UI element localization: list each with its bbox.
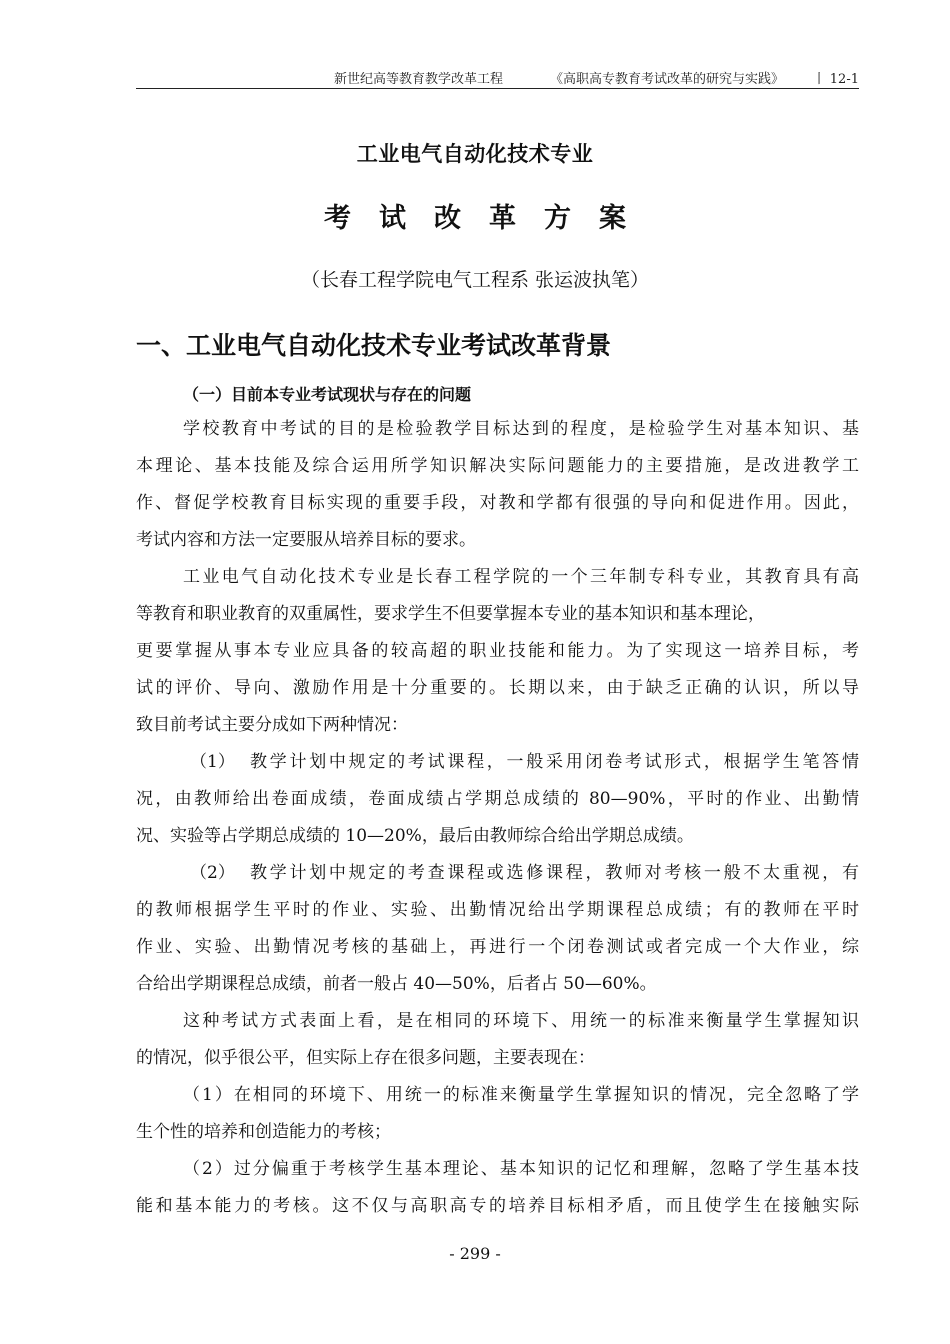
running-header xyxy=(136,66,859,89)
paragraph-line: 这种考试方式表面上看，是在相同的环境下、用统一的标准来衡量学生掌握知识 xyxy=(183,1011,859,1031)
document-title-main: 考试改革方案 xyxy=(324,203,654,234)
section-heading: 一、工业电气自动化技术专业考试改革背景 xyxy=(136,331,612,360)
paragraph-line: （2）过分偏重于考核学生基本理论、基本知识的记忆和理解，忽略了学生基本技 xyxy=(183,1159,859,1179)
paragraph-line: 等教育和职业教育的双重属性，要求学生不但要掌握本专业的基本知识和基本理论， xyxy=(136,604,765,624)
header-series: 新世纪高等教育教学改革工程 xyxy=(334,72,504,87)
paragraph-line: 况，由教师给出卷面成绩，卷面成绩占学期总成绩的 80—90%，平时的作业、出勤情 xyxy=(136,789,859,809)
paragraph-line: 学校教育中考试的目的是检验教学目标达到的程度，是检验学生对基本知识、基 xyxy=(183,419,859,439)
subsection-heading: （一）目前本专业考试现状与存在的问题 xyxy=(183,385,472,404)
document-title-major: 工业电气自动化技术专业 xyxy=(356,142,594,166)
paragraph-line: 作业、实验、出勤情况考核的基础上，再进行一个闭卷测试或者完成一个大作业，综 xyxy=(136,937,859,957)
paragraph-line: 本理论、基本技能及综合运用所学知识解决实际问题能力的主要措施，是改进教学工 xyxy=(136,456,859,476)
header-chapter-code: 丨 12-1 xyxy=(812,72,859,87)
paragraph-line: 的教师根据学生平时的作业、实验、出勤情况给出学期课程总成绩；有的教师在平时 xyxy=(136,900,859,920)
list-marker: （1） xyxy=(190,752,235,772)
list-marker: （2） xyxy=(190,863,235,883)
paragraph-line: 教学计划中规定的考试课程，一般采用闭卷考试形式，根据学生笔答情 xyxy=(250,752,859,772)
paragraph-line: 生个性的培养和创造能力的考核； xyxy=(136,1122,391,1142)
paragraph-line: 更要掌握从事本专业应具备的较高超的职业技能和能力。为了实现这一培养目标，考 xyxy=(136,641,859,661)
author-line: （长春工程学院电气工程系 张运波执笔） xyxy=(300,269,650,291)
paragraph-line: 教学计划中规定的考查课程或选修课程，教师对考核一般不太重视，有 xyxy=(250,863,859,883)
paragraph-line: 致目前考试主要分成如下两种情况： xyxy=(136,715,408,735)
paragraph-line: 能和基本能力的考核。这不仅与高职高专的培养目标相矛盾，而且使学生在接触实际 xyxy=(136,1196,859,1216)
paragraph-line: 作、督促学校教育目标实现的重要手段，对教和学都有很强的导向和促进作用。因此， xyxy=(136,493,859,513)
page-number: - 299 - xyxy=(449,1244,501,1263)
header-book-title: 《高职高专教育考试改革的研究与实践》 xyxy=(550,72,785,87)
paragraph-line: 工业电气自动化技术专业是长春工程学院的一个三年制专科专业，其教育具有高 xyxy=(183,567,859,587)
paragraph-line: 况、实验等占学期总成绩的 10—20%，最后由教师综合给出学期总成绩。 xyxy=(136,826,694,846)
paragraph-line: 考试内容和方法一定要服从培养目标的要求。 xyxy=(136,530,476,550)
paragraph-line: （1）在相同的环境下、用统一的标准来衡量学生掌握知识的情况，完全忽略了学 xyxy=(183,1085,859,1105)
paragraph-line: 的情况，似乎很公平，但实际上存在很多问题，主要表现在： xyxy=(136,1048,595,1068)
paragraph-line: 试的评价、导向、激励作用是十分重要的。长期以来，由于缺乏正确的认识，所以导 xyxy=(136,678,859,698)
paragraph-line: 合给出学期课程总成绩，前者一般占 40—50%，后者占 50—60%。 xyxy=(136,974,657,994)
